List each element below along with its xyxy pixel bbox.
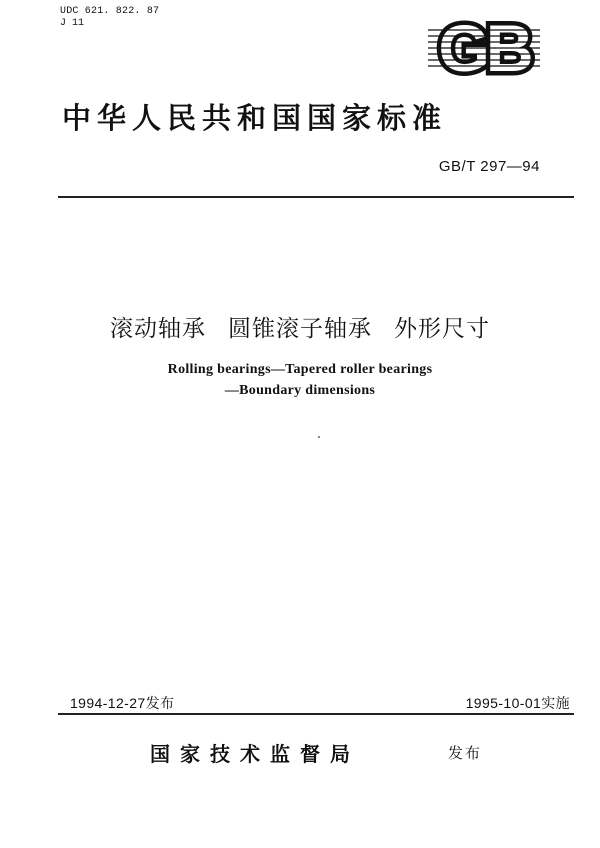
publisher-name: 国家技术监督局 xyxy=(150,742,360,766)
english-title-line-2: —Boundary dimensions xyxy=(224,383,376,398)
udc-code: UDC 621. 822. 87 xyxy=(60,6,160,17)
english-title-line-1: Rolling bearings—Tapered roller bearings xyxy=(167,362,433,377)
standard-type-heading: 中华人民共和国国家标准 xyxy=(62,101,448,135)
standard-number: GB/T 297—94 xyxy=(438,158,540,175)
title-part-3: 外形尺寸 xyxy=(394,316,490,342)
implementation-date: 1995-10-01实施 xyxy=(465,695,570,711)
title-part-2: 圆锥滚子轴承 xyxy=(228,316,372,342)
title-part-1: 滚动轴承 xyxy=(110,316,206,342)
top-divider xyxy=(58,196,574,198)
issue-date: 1994-12-27发布 xyxy=(70,695,175,711)
bottom-divider xyxy=(58,713,574,715)
gb-logo-stripes xyxy=(428,30,540,66)
classification-code: J 11 xyxy=(60,18,85,29)
scan-speck xyxy=(318,436,320,438)
gb-logo xyxy=(428,14,540,80)
chinese-title xyxy=(0,310,600,343)
gb-logo-text: GB xyxy=(438,14,530,80)
publish-label: 发布 xyxy=(448,744,483,762)
